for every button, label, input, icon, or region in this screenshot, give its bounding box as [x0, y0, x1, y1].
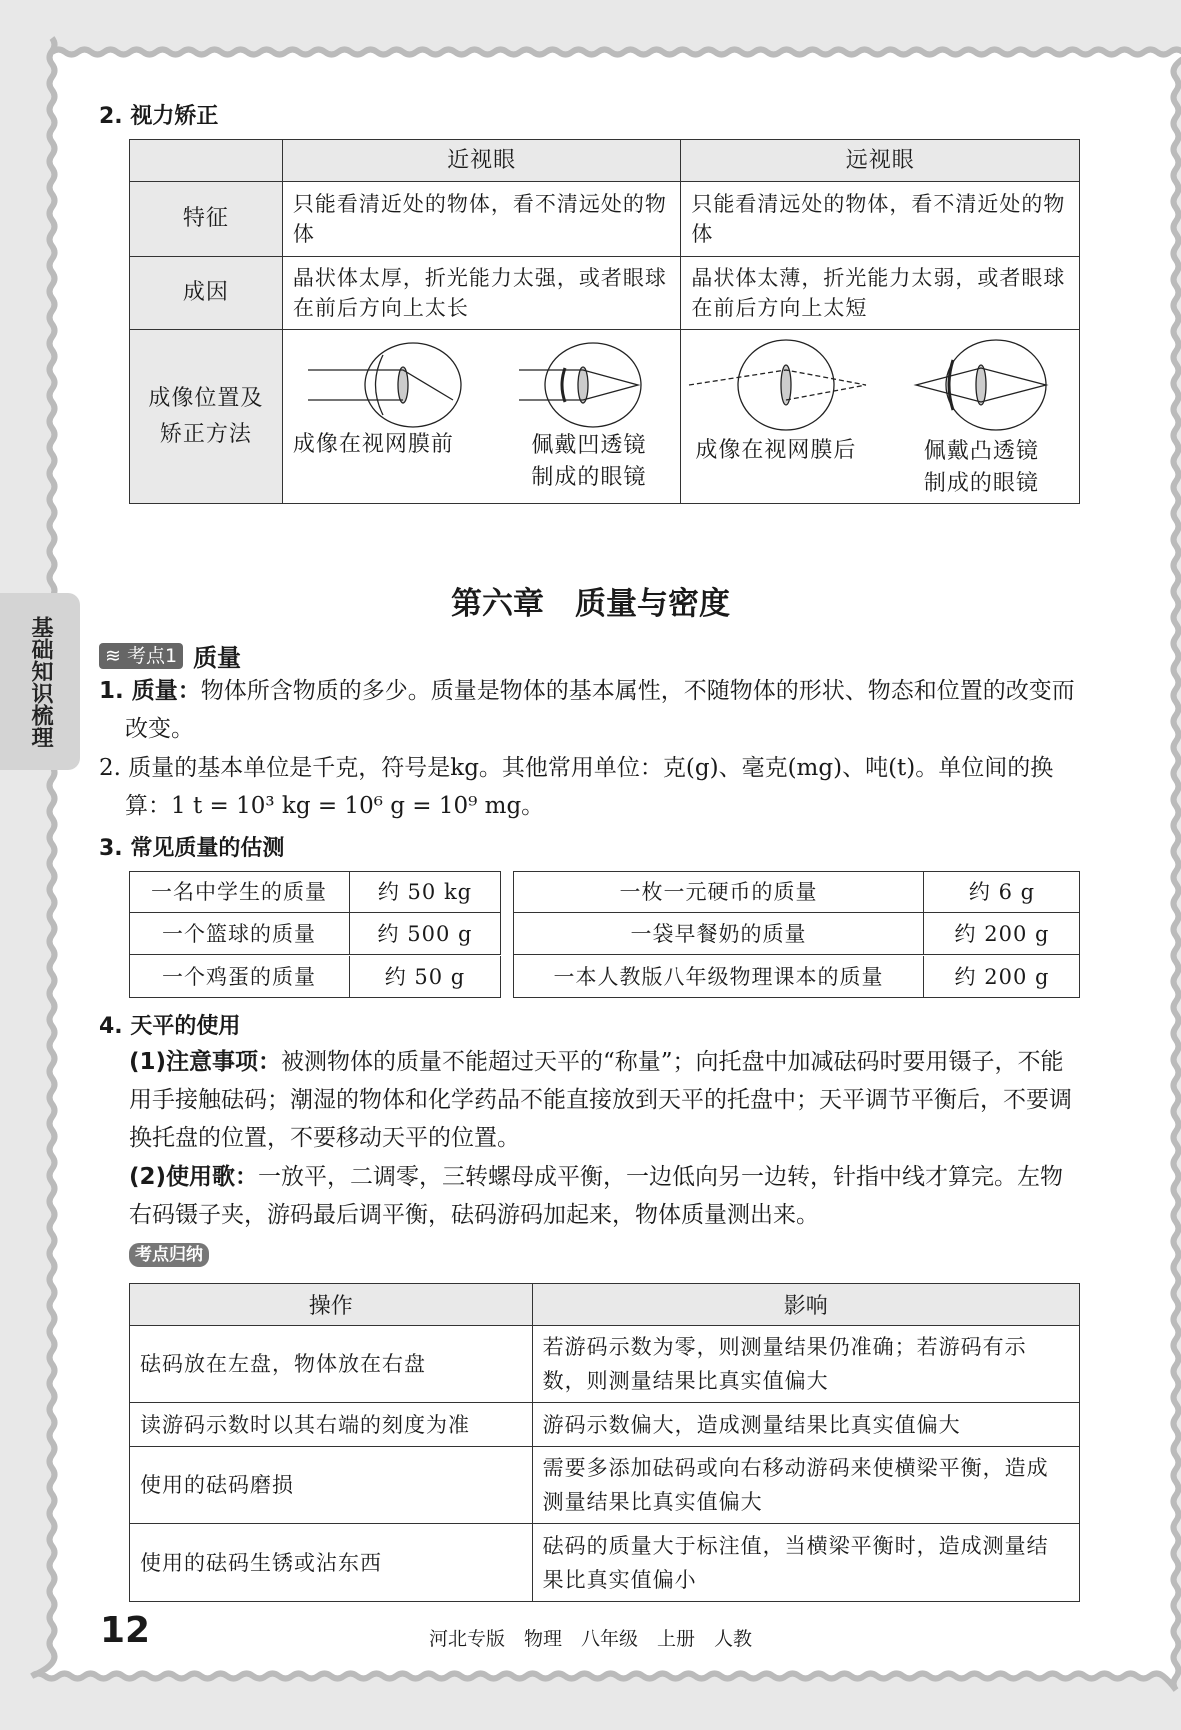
heading-balance: 4. 天平的使用: [99, 1014, 241, 1039]
page-number: 12: [100, 1610, 151, 1651]
estimate-cell: 一本人教版八年级物理课本的质量: [514, 956, 924, 998]
operation-cell: 使用的砝码生锈或沾东西: [130, 1524, 533, 1602]
col-hyperopia: 远视眼: [681, 140, 1080, 182]
row-label: 成因: [130, 257, 283, 330]
operation-cell: 读游码示数时以其右端的刻度为准: [130, 1403, 533, 1447]
myopia-diagram-cell: [282, 330, 681, 504]
row-label: 特征: [130, 182, 283, 257]
summary-table: [129, 1283, 1080, 1602]
estimate-cell: 约 200 g: [924, 913, 1080, 955]
estimate-cell: 约 500 g: [350, 913, 501, 955]
estimate-cell: 一个篮球的质量: [129, 913, 350, 955]
para-song: (2)使用歌：一放平，二调零，三转螺母成平衡，一边低向另一边转，针指中线才算完。左物右码镊子夹，游码最后调平衡，砝码游码加起来，物体质量测出来。: [129, 1164, 1064, 1228]
myopia-fix-caption: 佩戴凹透镜制成的眼镜: [531, 433, 647, 490]
estimate-cell: 约 50 g: [350, 956, 501, 998]
operation-cell: 使用的砝码磨损: [130, 1447, 533, 1524]
estimate-cell: 一名中学生的质量: [129, 871, 350, 913]
header-effect: 影响: [532, 1284, 1079, 1326]
estimate-cell: 一枚一元硬币的质量: [514, 871, 924, 913]
operation-cell: 砝码放在左盘，物体放在右盘: [130, 1326, 533, 1403]
side-tab[interactable]: 基础知识梳理: [0, 593, 80, 770]
summary-row: [130, 1326, 1080, 1403]
chapter-title: 第六章 质量与密度: [451, 586, 730, 622]
col-myopia: 近视眼: [282, 140, 681, 182]
estimate-cell: 约 200 g: [954, 964, 1050, 989]
cell: 晶状体太厚，折光能力太强，或者眼球在前后方向上太长: [282, 257, 681, 330]
cell: 只能看清近处的物体，看不清远处的物体: [282, 182, 681, 257]
effect-cell: 游码示数偏大，造成测量结果比真实值偏大: [532, 1403, 1079, 1447]
heading-estimates: 3. 常见质量的估测: [99, 836, 285, 861]
estimate-cell: 约 50 kg: [350, 871, 501, 913]
kaodian-header: [99, 638, 241, 673]
hyperopia-fix-caption: 佩戴凸透镜制成的眼镜: [923, 439, 1039, 496]
estimate-cell: 一个鸡蛋的质量: [129, 956, 350, 998]
para-mass-units: 2. 质量的基本单位是千克，符号是kg。其他常用单位：克(g)、毫克(mg)、吨(t)。单位间的换算：1 t = 10³ kg = 10⁶ g = 10⁹ mg。: [99, 755, 1054, 819]
estimate-cell: 约 6 g: [924, 871, 1080, 913]
heading-vision-correction: 2. 视力矫正: [99, 104, 219, 129]
hyperopia-diagram-cell: [681, 330, 1080, 504]
myopia-image-caption: 成像在视网膜前: [292, 432, 454, 457]
wave-icon: ≋: [105, 644, 127, 667]
kaodian-badge: ≋ 考点1: [99, 643, 183, 669]
summary-badge: 考点归纳: [129, 1243, 209, 1267]
cell: 晶状体太薄，折光能力太弱，或者眼球在前后方向上太短: [681, 257, 1080, 330]
row-label: 成像位置及矫正方法: [130, 330, 283, 504]
footer-text: 河北专版 物理 八年级 上册 人教: [428, 1628, 752, 1650]
summary-row: [130, 1524, 1080, 1602]
header-operation: 操作: [130, 1284, 533, 1326]
effect-cell: 砝码的质量大于标注值，当横梁平衡时，造成测量结果比真实值偏小: [532, 1524, 1079, 1602]
para-notes: (1)注意事项：被测物体的质量不能超过天平的“称量”；向托盘中加减砝码时要用镊子，不能用手接触砝码；潮湿的物体和化学药品不能直接放到天平的托盘中；天平调节平衡后，不要调换托盘的位置，不要移动天平的位置。: [129, 1049, 1072, 1151]
estimate-cell: 一袋早餐奶的质量: [514, 913, 924, 955]
cell: 只能看清远处的物体，看不清近处的物体: [681, 182, 1080, 257]
summary-row: [130, 1403, 1080, 1447]
para-mass-definition: 1. 质量：物体所含物质的多少。质量是物体的基本属性，不随物体的形状、物态和位置的改变而改变。: [99, 678, 1075, 742]
kaodian-title: 质量: [193, 644, 242, 672]
summary-row: [130, 1447, 1080, 1524]
table-gap: [501, 871, 514, 998]
effect-cell: 若游码示数为零，则测量结果仍准确；若游码有示数，则测量结果比真实值偏大: [532, 1326, 1079, 1403]
effect-cell: 需要多添加砝码或向右移动游码来使横梁平衡，造成测量结果比真实值偏大: [532, 1447, 1079, 1524]
hyperopia-image-caption: 成像在视网膜后: [695, 438, 857, 463]
vision-table: [129, 139, 1080, 504]
